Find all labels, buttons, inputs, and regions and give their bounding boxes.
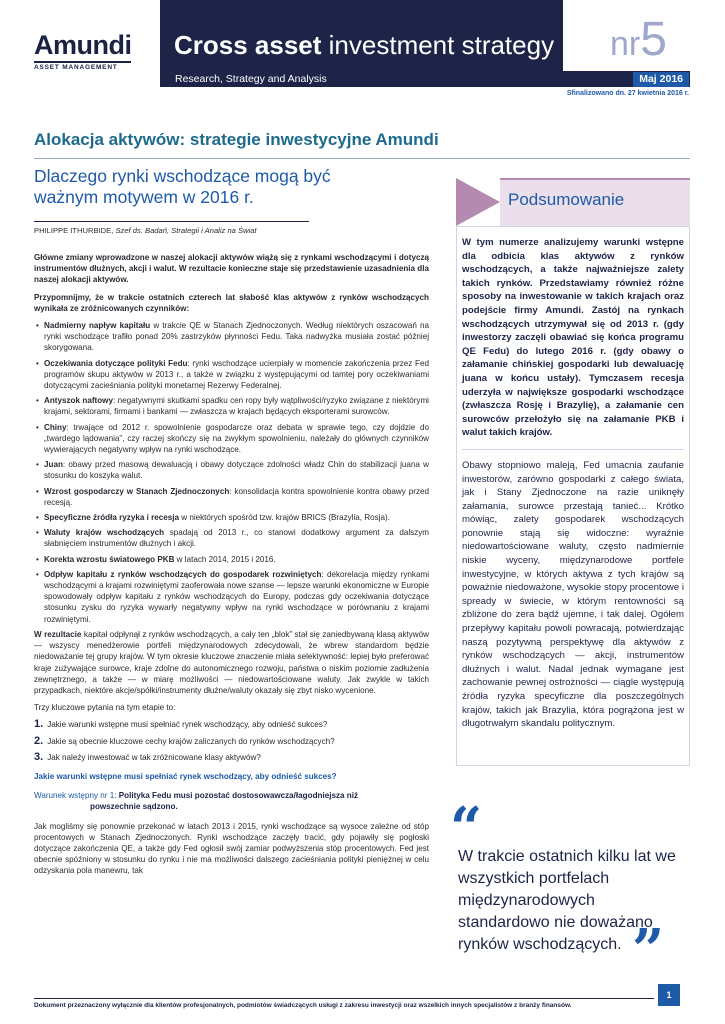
- condition-heading: Warunek wstępny nr 1: Polityka Fedu musi pozostać dostosowawcza/łagodniejsza niż powszechnie sądzono.: [34, 791, 358, 812]
- page-title: Alokacja aktywów: strategie inwestycyjne Amundi: [34, 130, 439, 149]
- logo-wordmark: Amundi: [34, 30, 132, 60]
- questions-intro: Trzy kluczowe pytania na tym etapie to:: [34, 703, 176, 713]
- factor-item: • Waluty krajów wschodzących spadają od 2013 r., co stanowi dodatkowy argument za dalszym słabnięciem instrumentów dłużnych i akcji.: [34, 527, 429, 549]
- factor-list: [34, 320, 429, 625]
- logo-tagline: ASSET MANAGEMENT: [34, 61, 131, 71]
- open-quote-icon: “: [450, 795, 483, 861]
- page-number: 1: [658, 984, 680, 1006]
- lead-paragraph: Główne zmiany wprowadzone w naszej alokacji aktywów wiążą się z rynkami wschodzącymi i dotyczą instrumentów dłużnych, akcji i walut. W rezultacie konieczne staje się przedstawienie uzasadnienia dla naszej alokacji aktywów.: [34, 253, 429, 285]
- author-role: Szef ds. Badań, Strategii i Analiz na Świat: [115, 226, 257, 235]
- factor-item: • Juan: obawy przed masową dewaluacją i obawy dotyczące zdolności władz Chin do stabilizacji juana w stosunku do koszyka walut.: [34, 459, 429, 481]
- question-item: 2. Jakie są obecnie kluczowe cechy krajów zaliczanych do rynków wschodzących?: [34, 734, 335, 747]
- factor-item: • Wzrost gospodarczy w Stanach Zjednoczonych: konsolidacja kontra spowolnienie kontra obawy przed recesją.: [34, 486, 429, 508]
- research-line: Research, Strategy and Analysis: [175, 73, 327, 85]
- finalized-date: Sfinalizowano dn. 27 kwietnia 2016 r.: [566, 90, 689, 97]
- article-subtitle: Dlaczego rynki wschodzące mogą być ważnym motywem w 2016 r.: [34, 166, 331, 207]
- summary-body: [462, 236, 684, 731]
- question-list: [34, 719, 429, 763]
- close-quote-icon: ”: [632, 917, 665, 983]
- publication-title-bold: Cross asset: [174, 30, 322, 60]
- summary-normal-text: Obawy stopniowo maleją, Fed umacnia zaufanie inwestorów, zarówno gospodarki z całego świata, jak i Stany Zjednoczone na razie uniknęły załamania, surowce przestają tanieć... Krótko mówiąc, zalety gospodarek wschodzących ponownie stają się widoczne: wyraźnie niedowartościowane waluty, często nadmiernie niskie wyceny, międzynarodowe portfele inwestycyjne, w których aktywa z tych krajów są poważnie niedoważone, wysokie stopy procentowe i spready w świecie, w którym rentowności są zbliżone do zera bądź ujemne, i tak dalej. Ogółem przepływy kapitału powoli powracają, potwierdzając naszą pozytywną perspektywę dla aktywów z rynków wschodzących — akcji, instrumentów dłużnych i walut. Nadal jednak wymagane jest zachowanie pewnej ostrożności — ciągle występują źródła ryzyka specyficzne dla poszczególnych krajów, takich jak Brazylia, która pogrążona jest w długotrwałym skandalu politycznym.: [462, 459, 684, 730]
- factor-item: • Specyficzne źródła ryzyka i recesja w niektórych spośród tzw. krajów BRICS (Brazylia, Rosja).: [34, 512, 429, 523]
- footer-disclaimer: Dokument przeznaczony wyłącznie dla klientów profesjonalnych, podmiotów świadczących usługi z zakresu inwestycji oraz wszelkich innych specjalistów z branży finansów.: [34, 1002, 572, 1009]
- issue-prefix: nr: [610, 25, 641, 63]
- factor-item: • Oczekiwania dotyczące polityki Fedu: rynki wschodzące ucierpiały w momencie zakończenia przez Fed programów skupu aktywów w 2013 r., a także w związku z występującymi od tamtej pory oczekiwaniami dotyczącymi zacieśniania polityki monetarnej Rezerwy Federalnej.: [34, 358, 429, 392]
- author-line: [34, 221, 309, 235]
- summary-arrow: [456, 178, 500, 226]
- amundi-logo: [34, 32, 132, 71]
- factor-item: • Chiny: trwające od 2012 r. spowolnienie gospodarcze oraz debata w sprawie tego, czy dojdzie do „twardego lądowania”, czy raczej skończy się na zwykłym spowolnieniu, należały do głównych czynników wywierających negatywny wpływ na rynki wschodzące.: [34, 422, 429, 456]
- issue-digit: 5: [640, 13, 667, 66]
- pull-quote: W trakcie ostatnich kilku lat we wszystkich portfelach międzynarodowych standardowo nie doważano rynków wschodzących.: [458, 848, 676, 953]
- author-name: PHILIPPE ITHURBIDE,: [34, 226, 116, 235]
- section-heading: Jakie warunki wstępne musi spełniać rynek wschodzący, aby odnieść sukces?: [34, 771, 337, 781]
- article-body: [34, 252, 429, 883]
- factor-item: • Korekta wzrostu światowego PKB w latach 2014, 2015 i 2016.: [34, 554, 429, 565]
- intro-paragraph: Przypomnijmy, że w trakcie ostatnich czterech lat słabość klas aktywów z rynków wschodzących wynikała ze zróżnicowanych czynników:: [34, 292, 429, 313]
- title-divider: [34, 158, 690, 159]
- publication-title-light: investment strategy: [321, 30, 555, 60]
- footer-divider: [34, 998, 654, 999]
- factor-item: • Antyszok naftowy: negatywnymi skutkami spadku cen ropy były wątpliwości/ryzyko związane z niektórymi krajami, sektorami, firmami i bankami — zwłaszcza w krajach będących eksporterami surowców.: [34, 395, 429, 417]
- summary-title: Podsumowanie: [508, 190, 625, 209]
- summary-divider: [462, 449, 684, 450]
- result-paragraph: W rezultacie kapitał odpłynął z rynków wschodzących, a cały ten „blok” stał się zaniedbywaną klasą aktywów — wszyscy menedżerowie portfeli międzynarodowych zdecydowali, że wbrew standardom będzie niedoważanie tej grupy krajów. W tym okresie kluczowe znaczenie miała selektywność: lepiej było preferować kraje zużywające surowce, kraje zdolne do autonomicznego rozwoju, państwa o niskim poziomie zadłużenia zewnętrznego, a także — w miarę możliwości — niedowartościowane waluty. Jak zwykle w takich przypadkach, niektóre akcje/spółki/instrumenty dłużne/waluty okazały się zbyt nisko wycenione.: [34, 629, 429, 695]
- factor-item: • Odpływ kapitału z rynków wschodzących do gospodarek rozwiniętych: dekorelacja między rynkami wschodzącymi a krajami rozwiniętymi zaoferowała nowe szanse — lepsze warunki ekonomiczne w Europie spowodowały odpływ kapitału z rynków wschodzących do Europy, podczas gdy oczekiwania dotyczące stosunku zysku do ryzyka wywarły negatywny wpływ na rynki wschodzące w porównaniu z krajami rozwiniętymi.: [34, 569, 429, 625]
- issue-date: Maj 2016: [633, 72, 689, 87]
- factor-item: • Nadmierny napływ kapitału w trakcie QE w Stanach Zjednoczonych. Według niektórych oszacowań na rynki wschodzące trafiło ponad 20% zastrzyków płynności Fedu. Taka nadwyżka musiała zostać później skorygowana.: [34, 320, 429, 354]
- question-item: 1. Jakie warunki wstępne musi spełniać rynek wschodzący, aby odnieść sukces?: [34, 718, 328, 731]
- question-item: 3. Jak należy inwestować w tak zróżnicowane klasy aktywów?: [34, 750, 261, 763]
- issue-number: [610, 12, 667, 72]
- closing-paragraph: Jak mogliśmy się ponownie przekonać w latach 2013 i 2015, rynki wschodzące są wysoce zależne od stóp procentowych w Stanach Zjednoczonych. Rynki wschodzące zaczęły tracić, gdy pojawiły się pogłoski dotyczące zakończenia QE, a także gdy Fed ogłosił swój zamiar podwyższenia stóp procentowych. Fed jest obecnie spóźniony w stosunku do rynku i nie ma możliwości dalszego zacieśniania polityki pieniężnej w celu odzyskania pola manewru, tak: [34, 821, 429, 876]
- summary-bold-text: W tym numerze analizujemy warunki wstępne dla odbicia klas aktywów z rynków wschodzących, a także najważniejsze zalety takich rynków. Przedstawiamy również różne sposoby na inwestowanie w takich krajach oraz podejście firmy Amundi. Zastój na rynkach wschodzących utrzymywał się od 2013 r. (gdy inwestorzy zaczęli obawiać się końca programu QE Fedu) do lutego 2016 r. (gdy obawy o załamanie chińskiej gospodarki lub dewaluację juana w końcu ustały). Tymczasem recesja uderzyła w największe gospodarki wschodzące (zwłaszcza Rosję i Brazylię), a załamanie cen surowców przełożyło się na załamanie PKB i walut takich krajów.: [462, 237, 684, 439]
- publication-title: [174, 30, 554, 60]
